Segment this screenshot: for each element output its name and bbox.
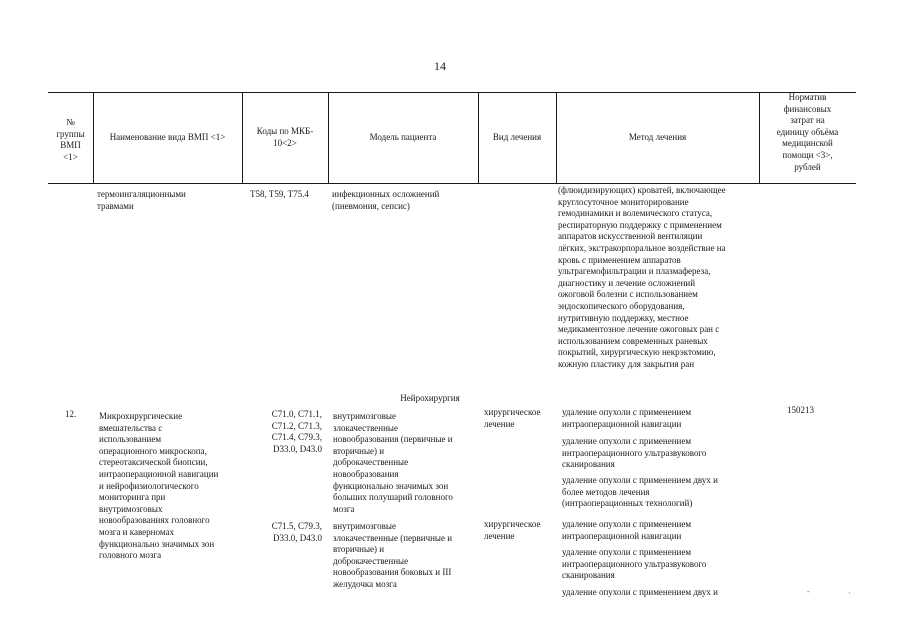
continuation-icd-codes: T58, T59, T75.4 [250, 189, 309, 199]
header-patient-model: Модель пациента [369, 132, 437, 142]
header-vmp-name: Наименование вида ВМП <1> [109, 132, 226, 142]
scan-speck: ‐ [807, 587, 810, 596]
scan-speck: · [848, 589, 851, 598]
section-title: Нейрохирургия [400, 393, 460, 403]
row1-method-2: удаление опухоли с применением интраоперационного ультразвукового сканирования [562, 436, 707, 470]
row2-icd-codes: C71.5, C79.3, D33.0, D43.0 [271, 521, 322, 543]
row2-treatment-type: хирургическое лечение [484, 519, 541, 541]
group-cost-norm: 150213 [787, 405, 814, 415]
header-treatment-type: Вид лечения [492, 132, 542, 142]
row1-treatment-type: хирургическое лечение [484, 407, 541, 429]
row2-patient-model: внутримозговые злокачественные (первичные и вторичные) и доброкачественные новообразования боковых и III желудочка мозга [333, 521, 453, 589]
row1-patient-model: внутримозговые злокачественные новообразования (первичные и вторичные) и доброкачественные новообразования функционально значимых зон больших полушарий головного мозга [333, 411, 453, 514]
row1-method-1: удаление опухоли с применением интраоперационной навигации [562, 407, 692, 429]
page-number: 14 [434, 59, 446, 73]
header-bottom-rule [48, 183, 856, 184]
row2-method-3: удаление опухоли с применением двух и [562, 587, 718, 597]
row2-method-1: удаление опухоли с применением интраоперационной навигации [562, 519, 692, 541]
continuation-patient-model: инфекционных осложнений (пневмония, сепсис) [332, 189, 440, 211]
header-treatment-method: Метод лечения [628, 132, 687, 142]
group-vmp-name: Микрохирургические вмешательства с использованием операционного микроскопа, стереотаксической биопсии, интраоперационной навигации и нейрофизиологического мониторинга при внутримозговых новообразованиях головного мозга и каверномах функционально значимых зон головного мозга [99, 411, 219, 561]
group-number: 12. [65, 409, 77, 419]
row2-method-2: удаление опухоли с применением интраоперационного ультразвукового сканирования [562, 547, 707, 581]
row1-method-3: удаление опухоли с применением двух и более методов лечения (интраоперационных технологий) [562, 475, 718, 509]
header-cost-norm: Норматив финансовых затрат на единицу объёма медицинской помощи <3>, рублей [776, 92, 839, 172]
header-group-number: № группы ВМП <1> [56, 117, 85, 162]
continuation-vmp-name: термоингаляционными травмами [97, 189, 186, 211]
row1-icd-codes: C71.0, C71.1, C71.2, C71.3, C71.4, C79.3, D33.0, D43.0 [271, 409, 322, 454]
header-icd-codes: Коды по МКБ- 10<2> [256, 126, 314, 148]
header-top-rule [48, 92, 856, 93]
continuation-treatment-method: (флюидизирующих) кроватей, включающее круглосуточное мониторирование гемодинамики и волемического статуса, респираторную поддержку с применением аппаратов искусственной вентиляции лёгких, экстракорпоральное воздействие на кровь с применением аппаратов ультрагемофильтрации и плазмафереза, диагностику и лечение осложнений ожоговой болезни с использованием эндоскопического оборудования, нутритивную поддержку, местное медикаментозное лечение ожоговых ран с использованием современных раневых покрытий, хирургическую некрэктомию, кожную пластику для закрытия ран [558, 185, 726, 369]
